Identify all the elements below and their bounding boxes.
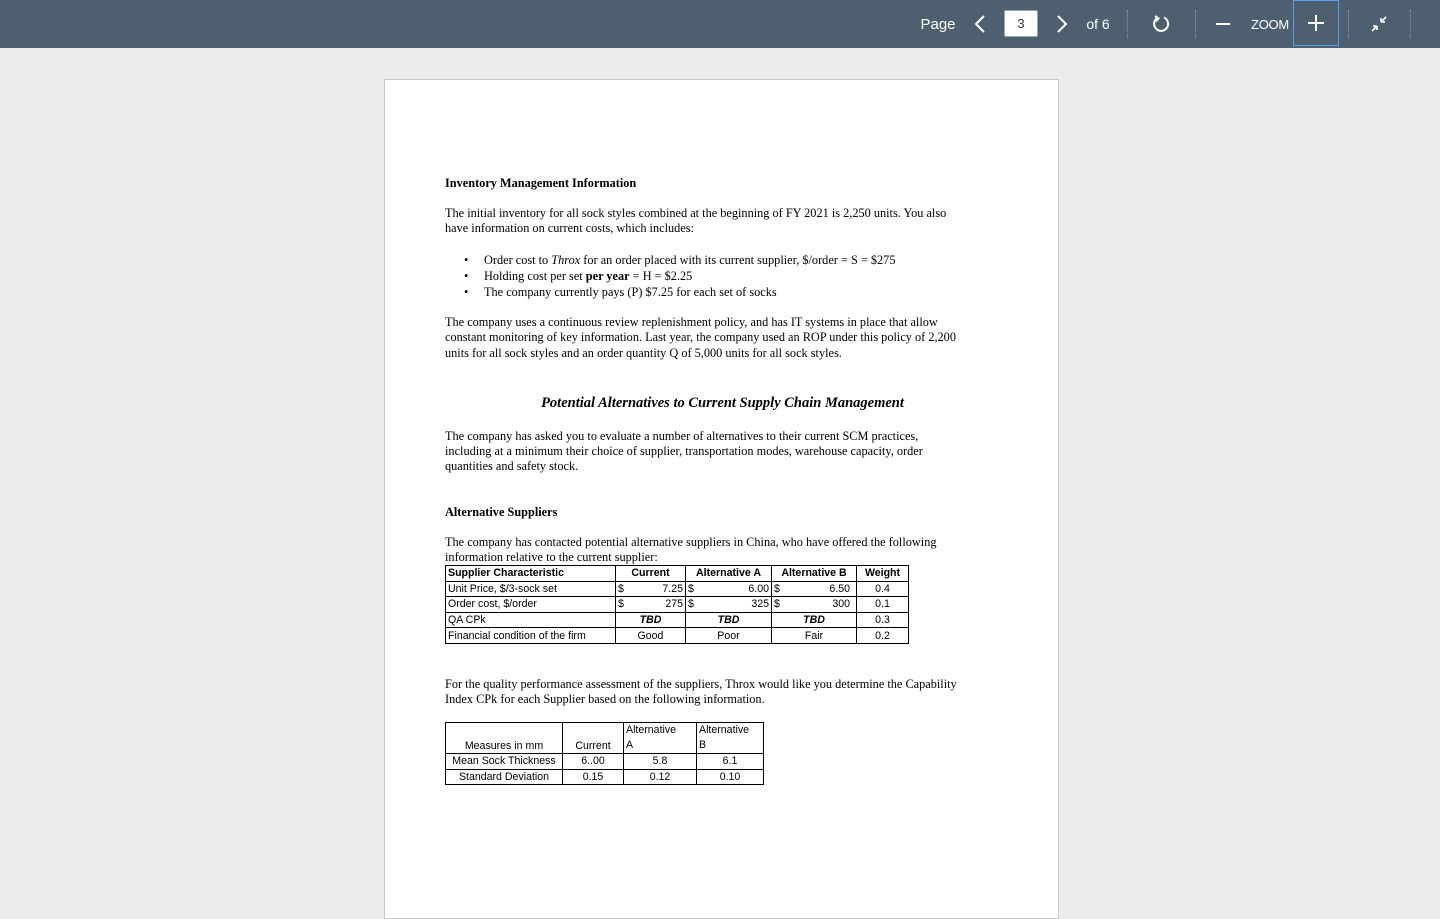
table-cell: 0.10 [697,769,764,785]
table-header: Weight [857,566,909,582]
page-number-input[interactable]: 3 [1004,10,1038,37]
table-cell: Fair [772,628,857,644]
table-cell: Unit Price, $/3-sock set [446,581,616,597]
paragraph-policy-line: The company uses a continuous review replenishment policy, and has IT systems in place that allow [445,315,938,329]
previous-page-button[interactable] [966,0,994,48]
table-cell: Good [616,628,686,644]
paragraph-inventory-line: The initial inventory for all sock styles combined at the beginning of FY 2021 is 2,250 units. You also [445,206,947,220]
table-cell: $ 6.50 [772,581,857,597]
document-page [384,79,1059,919]
fit-page-button[interactable] [1362,0,1396,48]
supplier-table [445,565,909,644]
paragraph-quality-line: For the quality performance assessment of the suppliers, Throx would like you determine the Capability [445,677,957,691]
table-cell: 0.4 [857,581,909,597]
table-row [446,581,909,597]
table-cell: Mean Sock Thickness [446,754,563,770]
table-row [446,597,909,613]
table-header: Alternative A [624,723,697,754]
paragraph-alternatives-line: quantities and safety stock. [445,459,579,473]
toolbar-divider [1348,10,1349,38]
toolbar-divider [1127,10,1128,38]
table-header: Alternative B [697,723,764,754]
table-cell: 5.8 [624,754,697,770]
table-header: Measures in mm [446,723,563,754]
table-cell: $ 6.00 [686,581,772,597]
bullet-holding-cost: • Holding cost per set per year = H = $2.25 [445,268,1005,284]
rotate-button[interactable] [1146,0,1176,48]
table-cell: Order cost, $/order [446,597,616,613]
paragraph-policy-line: units for all sock styles and an order quantity Q of 5,000 units for all sock styles. [445,346,842,360]
section-title: Potential Alternatives to Current Supply Chain Management [541,395,904,411]
table-cell: $ 325 [686,597,772,613]
page-label: Page [920,15,956,33]
table-cell: 0.1 [857,597,909,613]
rotate-icon [1151,14,1171,34]
table-cell: Standard Deviation [446,769,563,785]
bullet-order-cost: • Order cost to Throx for an order placed with its current supplier, $/order = S = $275 [445,252,1005,268]
zoom-in-button[interactable] [1293,0,1339,46]
table-cell: Poor [686,628,772,644]
bullet-unit-price: • The company currently pays (P) $7.25 for each set of socks [445,284,1005,300]
minus-icon [1216,17,1230,31]
paragraph-alternatives-line: The company has asked you to evaluate a number of alternatives to their current SCM practices, [445,429,919,443]
zoom-label: ZOOM [1251,16,1289,32]
heading-inventory: Inventory Management Information [445,176,637,190]
cpk-table [445,722,764,785]
table-cell: Financial condition of the firm [446,628,616,644]
table-header: Alternative B [772,566,857,582]
paragraph-suppliers-line: information relative to the current supplier: [445,550,658,564]
table-cell: 0.12 [624,769,697,785]
table-cell: 6.1 [697,754,764,770]
table-cell: $ 7.25 [616,581,686,597]
table-header-row [446,723,764,754]
page-count: of 6 [1086,16,1110,32]
table-row [446,612,909,628]
table-header-row [446,566,909,582]
next-page-button[interactable] [1048,0,1076,48]
table-cell: TBD [772,612,857,628]
table-cell: 6..00 [563,754,624,770]
chevron-left-icon [974,15,986,33]
paragraph-alternatives-line: including at a minimum their choice of supplier, transportation modes, warehouse capacity, order [445,444,923,458]
toolbar-divider [1410,10,1411,38]
table-cell: TBD [686,612,772,628]
table-cell: TBD [616,612,686,628]
table-header: Current [563,723,624,754]
table-cell: QA CPk [446,612,616,628]
table-header: Current [616,566,686,582]
heading-suppliers: Alternative Suppliers [445,505,558,519]
paragraph-policy-line: constant monitoring of key information. Last year, the company used an ROP under this policy of 2,200 [445,330,956,344]
plus-icon [1308,15,1324,31]
chevron-right-icon [1056,15,1068,33]
toolbar-divider [1195,10,1196,38]
table-row [446,628,909,644]
table-header: Alternative A [686,566,772,582]
table-cell: 0.15 [563,769,624,785]
table-cell: 0.3 [857,612,909,628]
paragraph-suppliers-line: The company has contacted potential alternative suppliers in China, who have offered the following [445,535,937,549]
table-header: Supplier Characteristic [446,566,616,582]
table-cell: $ 275 [616,597,686,613]
table-cell: 0.2 [857,628,909,644]
table-cell: $ 300 [772,597,857,613]
paragraph-inventory-line: have information on current costs, which includes: [445,221,694,235]
collapse-arrows-icon [1370,15,1388,33]
cost-bullet-list [445,252,1005,300]
table-row [446,754,764,770]
viewer-toolbar [0,0,1440,48]
table-row [446,769,764,785]
paragraph-quality-line: Index CPk for each Supplier based on the following information. [445,692,765,706]
zoom-out-button[interactable] [1208,0,1238,48]
